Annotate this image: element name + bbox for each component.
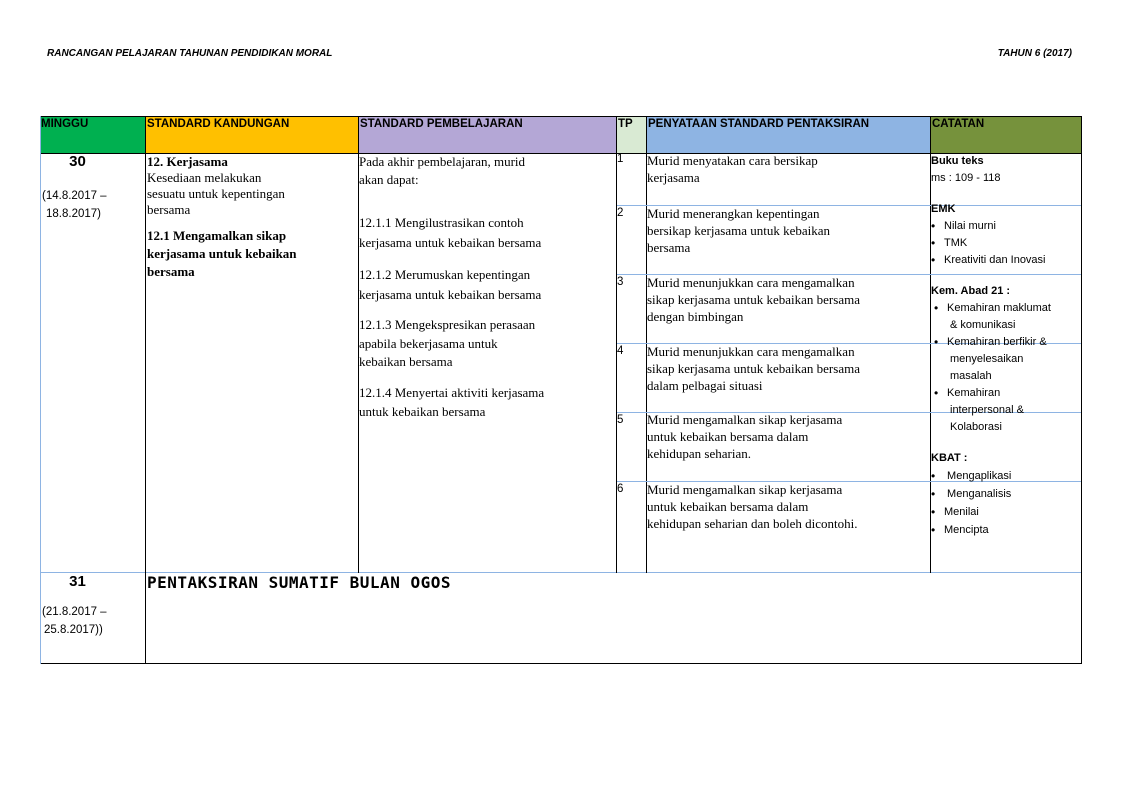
abad-item-line: interpersonal & — [950, 404, 1024, 416]
sk-description: Kesediaan melakukan — [147, 170, 262, 185]
week-date-end: 18.8.2017) — [46, 208, 101, 220]
abad-item-line: • Kemahiran maklumat — [947, 302, 1051, 314]
tp-level: 2 — [617, 207, 624, 219]
catatan-buku-label: Buku teks — [931, 155, 984, 167]
sp-item-line: 12.1.3 Mengekspresikan perasaan — [359, 317, 536, 332]
abad-item — [934, 385, 1079, 436]
pernyataan-line: kerjasama — [647, 170, 700, 185]
pernyataan-text — [647, 481, 927, 532]
pernyataan-line: kehidupan seharian. — [647, 446, 751, 461]
tp-level: 4 — [617, 345, 624, 357]
pernyataan-line: Murid menunjukkan cara mengamalkan — [647, 344, 855, 359]
sk-description: sesuatu untuk kepentingan — [147, 186, 285, 201]
pernyataan-line: Murid mengamalkan sikap kerjasama — [647, 482, 843, 497]
sp-item-line: 12.1.1 Mengilustrasikan contoh — [359, 215, 524, 230]
lesson-plan-table — [40, 116, 1082, 664]
tp-level: 5 — [617, 414, 624, 426]
pernyataan-line: sikap kerjasama untuk kebaikan bersama — [647, 361, 860, 376]
abad-item-line: menyelesaikan — [950, 353, 1024, 365]
sp-item-line: kerjasama untuk kebaikan bersama — [359, 287, 542, 302]
week-date-start: (21.8.2017 – — [42, 606, 107, 618]
column-header-minggu: MINGGU — [40, 116, 145, 153]
table-top-border — [40, 116, 1082, 117]
sp-item-line: 12.1.2 Merumuskan kepentingan — [359, 267, 531, 282]
tp-level: 1 — [617, 153, 624, 165]
column-header-standard-pembelajaran: STANDARD PEMBELAJARAN — [359, 116, 616, 153]
standard-pembelajaran — [359, 153, 615, 421]
pernyataan-line: untuk kebaikan bersama dalam — [647, 499, 809, 514]
week-number: 30 — [69, 153, 86, 170]
pernyataan-text — [647, 411, 927, 462]
abad-list — [931, 300, 1079, 436]
pernyataan-line: sikap kerjasama untuk kebaikan bersama — [647, 292, 860, 307]
pernyataan-text — [647, 152, 927, 186]
abad-item — [934, 300, 1079, 334]
week-date-start: (14.8.2017 – — [42, 190, 107, 202]
standard-kandungan — [147, 154, 355, 281]
document-header-right: TAHUN 6 (2017) — [997, 48, 1072, 59]
pernyataan-line: Murid menerangkan kepentingan — [647, 206, 820, 221]
pernyataan-line: Murid menyatakan cara bersikap — [647, 153, 818, 168]
pernyataan-line: dalam pelbagai situasi — [647, 378, 763, 393]
column-header-tp: TP — [617, 116, 646, 153]
week-date — [42, 187, 107, 223]
pernyataan-line: bersikap kerjasama untuk kebaikan — [647, 223, 831, 238]
sp-intro: akan dapat: — [359, 172, 419, 187]
emk-list — [931, 218, 1079, 269]
sp-item — [359, 383, 615, 421]
abad-item-line: • Kemahiran berfikir & — [947, 336, 1047, 348]
sumatif-assessment-title: PENTAKSIRAN SUMATIF BULAN OGOS — [147, 573, 451, 592]
catatan-kbat-label: KBAT : — [931, 452, 968, 464]
pernyataan-line: kehidupan seharian dan boleh dicontohi. — [647, 516, 858, 531]
catatan-buku-ms: ms : 109 - 118 — [931, 172, 1001, 184]
kbat-list — [931, 467, 1079, 539]
column-header-catatan: CATATAN — [931, 116, 1082, 153]
column-divider — [145, 116, 146, 664]
catatan-abad-label: Kem. Abad 21 : — [931, 285, 1011, 297]
abad-item-line: Kolaborasi — [950, 421, 1002, 433]
sk-title: 12. Kerjasama — [147, 154, 228, 169]
sp-item-line: 12.1.4 Menyertai aktiviti kerjasama — [359, 385, 545, 400]
week-date-end: 25.8.2017)) — [44, 624, 103, 636]
column-header-standard-kandungan: STANDARD KANDUNGAN — [146, 116, 358, 153]
abad-item — [934, 334, 1079, 385]
abad-item-line: • Kemahiran — [947, 387, 1001, 399]
sp-item-line: untuk kebaikan bersama — [359, 404, 486, 419]
sp-item — [359, 213, 615, 253]
sp-item-line: kerjasama untuk kebaikan bersama — [359, 235, 542, 250]
sp-item — [359, 265, 615, 305]
abad-item-line: masalah — [950, 370, 992, 382]
tp-level: 3 — [617, 276, 624, 288]
pernyataan-line: dengan bimbingan — [647, 309, 744, 324]
pernyataan-text — [647, 343, 927, 394]
kbat-item: • Mencipta — [931, 521, 1079, 539]
emk-item: • Kreativiti dan Inovasi — [931, 252, 1079, 269]
document-header-left: RANCANGAN PELAJARAN TAHUNAN PENDIDIKAN MORAL — [47, 48, 333, 59]
pernyataan-text — [647, 205, 927, 256]
abad-item-line: & komunikasi — [950, 319, 1016, 331]
kbat-item: • Mengaplikasi — [931, 467, 1079, 485]
pernyataan-line: bersama — [647, 240, 691, 255]
kbat-item: • Menilai — [931, 503, 1079, 521]
column-header-penyataan: PENYATAAN STANDARD PENTAKSIRAN — [647, 116, 930, 153]
pernyataan-line: untuk kebaikan bersama dalam — [647, 429, 809, 444]
sk-subtitle: kerjasama untuk kebaikan — [147, 246, 297, 261]
pernyataan-line: Murid mengamalkan sikap kerjasama — [647, 412, 843, 427]
week-date — [42, 603, 107, 639]
sp-item-line: apabila bekerjasama untuk — [359, 336, 498, 351]
sp-item-line: kebaikan bersama — [359, 354, 453, 369]
week-number: 31 — [69, 573, 86, 590]
emk-item: • Nilai murni — [931, 218, 1079, 235]
tp-level: 6 — [617, 483, 624, 495]
sk-subtitle: 12.1 Mengamalkan sikap — [147, 228, 287, 243]
pernyataan-line: Murid menunjukkan cara mengamalkan — [647, 275, 855, 290]
emk-item: • TMK — [931, 235, 1079, 252]
sp-intro: Pada akhir pembelajaran, murid — [359, 154, 526, 169]
sk-description: bersama — [147, 202, 191, 217]
sk-subtitle: bersama — [147, 264, 195, 279]
kbat-item: • Menganalisis — [931, 485, 1079, 503]
table-bottom-border — [40, 663, 1082, 664]
sp-item — [359, 315, 615, 371]
table-right-border — [1081, 116, 1082, 664]
catatan — [931, 153, 1079, 539]
catatan-emk-label: EMK — [931, 203, 956, 215]
pernyataan-text — [647, 274, 927, 325]
